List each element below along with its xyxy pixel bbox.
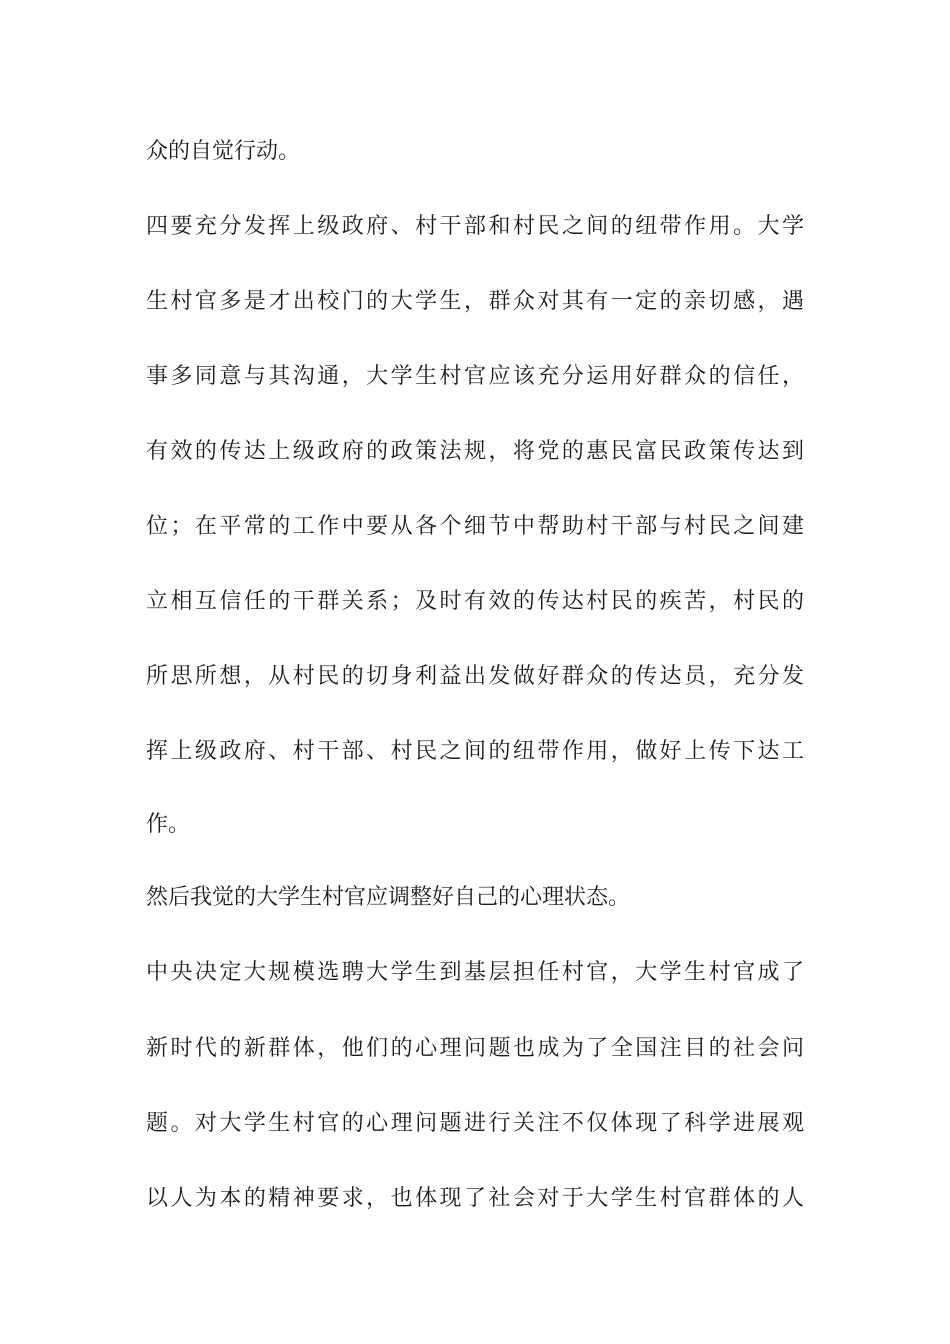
text-line: 四要充分发挥上级政府、村干部和村民之间的纽带作用。大学 [146, 214, 804, 239]
text-line: 生村官多是才出校门的大学生，群众对其有一定的亲切感，遇 [146, 289, 804, 314]
paragraph-line: 然后我觉的大学生村官应调整好自己的心理状态。 [146, 885, 631, 910]
text-line: 作。 [146, 812, 191, 837]
text-line: 位；在平常的工作中要从各个细节中帮助村干部与村民之间建 [146, 514, 804, 539]
text-line: 以人为本的精神要求，也体现了社会对于大学生村官群体的人 [146, 1186, 804, 1211]
text-line: 事多同意与其沟通，大学生村官应该充分运用好群众的信任， [146, 364, 804, 389]
text-line: 中央决定大规模选聘大学生到基层担任村官，大学生村官成了 [146, 960, 804, 985]
text-line: 众的自觉行动。 [146, 139, 301, 164]
text-line: 题。对大学生村官的心理问题进行关注不仅体现了科学进展观 [146, 1111, 804, 1136]
text-line: 挥上级政府、村干部、村民之间的纽带作用，做好上传下达工 [146, 739, 804, 764]
text-line: 新时代的新群体，他们的心理问题也成为了全国注目的社会问 [146, 1036, 804, 1061]
text-line: 所思所想，从村民的切身利益出发做好群众的传达员，充分发 [146, 664, 804, 689]
text-line: 立相互信任的干群关系；及时有效的传达村民的疾苦，村民的 [146, 589, 804, 614]
text-line: 有效的传达上级政府的政策法规，将党的惠民富民政策传达到 [146, 439, 804, 464]
